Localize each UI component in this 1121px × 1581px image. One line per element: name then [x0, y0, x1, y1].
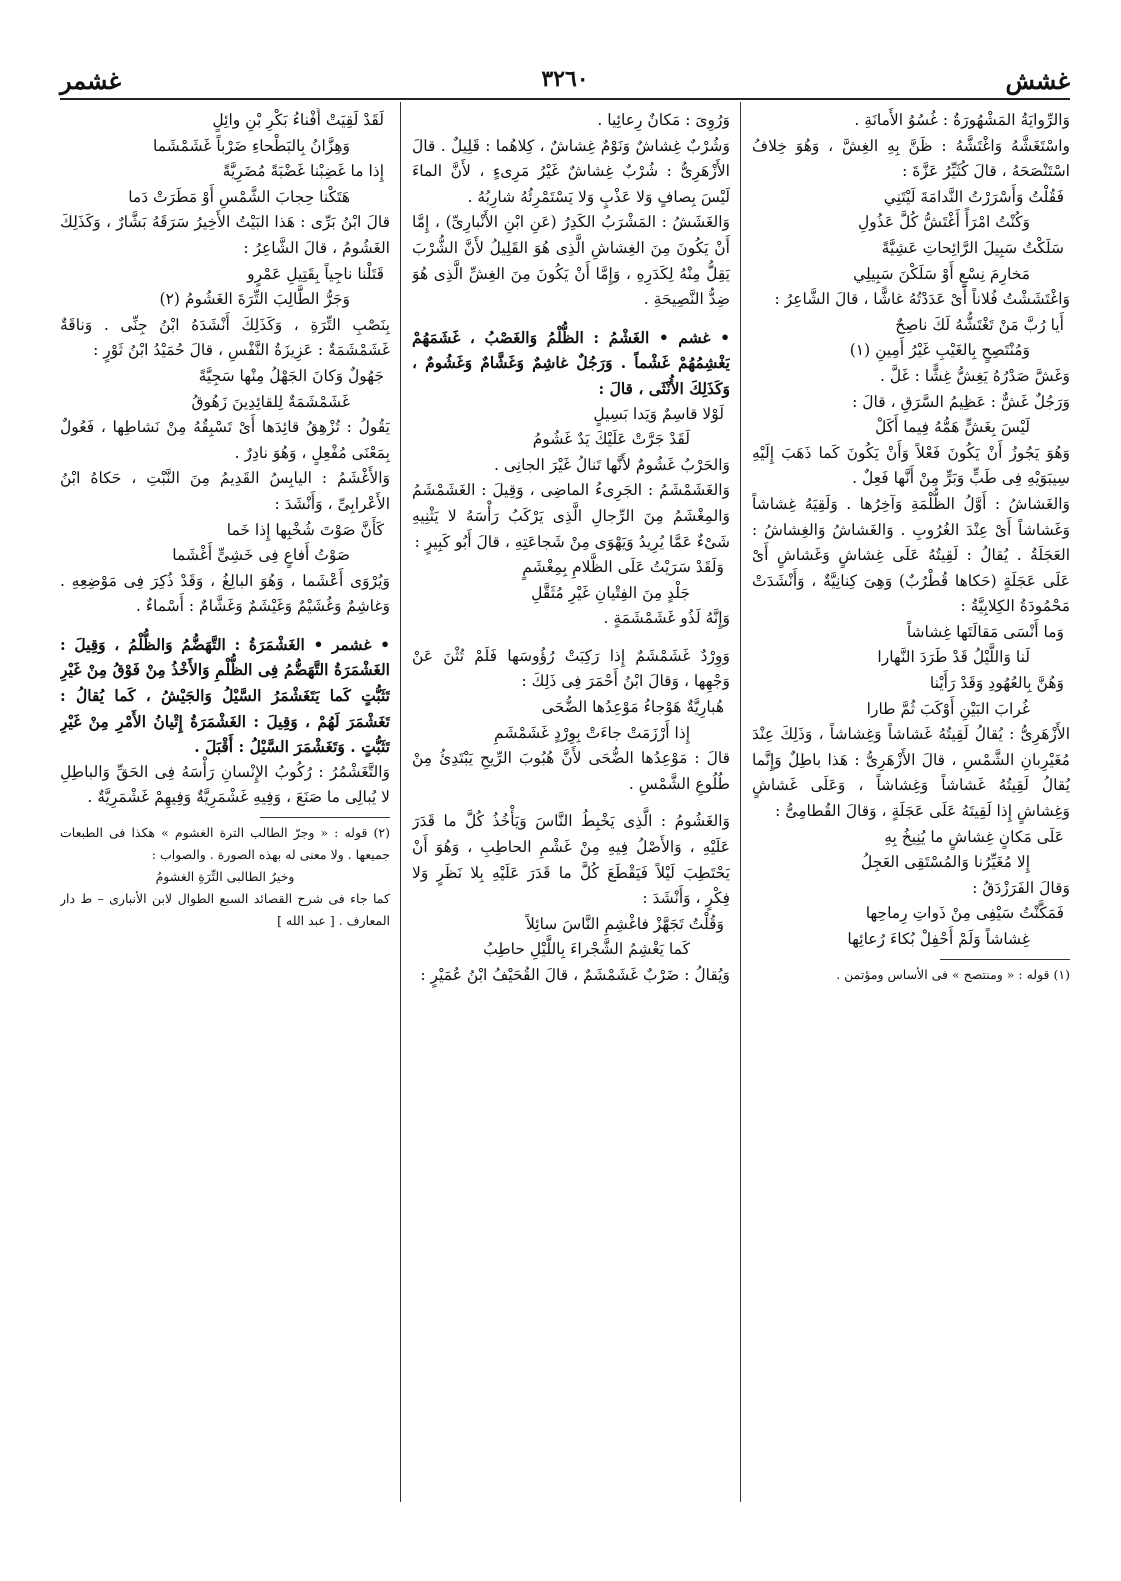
- spacer: [60, 620, 390, 632]
- spacer: [412, 632, 730, 644]
- text-line: وَاغْتَشَشْتُ فُلاناً أَىْ عَدَدْتُهُ غاشًّا ، قالَ الشَّاعِرُ :: [774, 290, 1070, 309]
- text-line: قالَ ابْنُ بَرِّى : هَذا البَيْتُ الأَخِيرُ سَرَقَهُ بَشَّارٌ ، وَكَذَلِكَ الغَشُومُ ، قالَ الشَّاعِرُ :: [60, 213, 390, 257]
- middle-column: [412, 108, 730, 1502]
- footnote-verse: وخيرُ الطالبى التِّرَةِ الغشومُ: [155, 869, 295, 885]
- text-line: وَإِنَّهُ لَذُو غَشَمْشَمَةٍ .: [603, 609, 730, 628]
- verse-line: غِشاشاً وَلَمْ أَحْفِلْ بُكاءَ رُعائِها: [847, 930, 1030, 948]
- verse-line: وَهِزَّانُ بِالبَطْحاءِ ضَرْباً غَشَمْشَما: [152, 136, 350, 155]
- header-rule: [60, 98, 1070, 100]
- verse-line: كَأَنَّ صَوْتَ شُخْبِها إِذا خَما: [226, 520, 384, 539]
- text-line: وَغَشَّ صَدْرُهُ يَغِشُّ غِشًّا : غَلَّ .: [879, 366, 1070, 385]
- verse-line: صَوْتُ أَفاعٍ فِى خَشِىٍّ أَغْشَما: [172, 546, 350, 565]
- header-root-word-left: غشمر: [60, 66, 122, 95]
- footnote-separator: [940, 959, 1070, 960]
- verse-line: جَلْدٍ مِنَ الفِتْيانِ غَيْرِ مُثَقَّلِ: [531, 583, 690, 602]
- footnote-separator: [260, 817, 390, 818]
- verse-line: قَتَلْنا ناجِياً بِقَتِيلِ عَمْرٍو: [247, 264, 384, 283]
- text-line: وَالغَشَمْشَمُ : الجَرِىءُ الماضِى ، وَقِيلَ : الغَشَمْشَمُ وَالمِغْشَمُ مِنَ الرِّجالِ الَّذِى يَرْكَبُ رَأْسَهُ لا يَثْنِيهِ شَىْءٌ عَمَّا يُرِيدُ وَيَهْوَى مِنْ شَجاعَتِهِ ، قالَ أَبُو كَبِيرٍ :: [412, 481, 730, 551]
- text-line: وَشُرْبٌ غِشاشٌ وَنَوْمٌ غِشاشٌ ، كِلاهُما : قَلِيلٌ . قالَ الأَزْهَرِىُّ : شُرْبٌ غِشاشٌ غَيْرُ مَرِىءٍ ، لأَنَّ الماءَ لَيْسَ بِصافٍ وَلا عَذْبٍ وَلا يَسْتَمْرِئُهُ شارِبُهُ .: [412, 136, 730, 206]
- text-line: وَيُقالُ : ضَرْبٌ غَشَمْشَمٌ ، قالَ القُحَيْفُ ابْنُ عُمَيْرٍ :: [420, 966, 730, 984]
- header-root-word-right: غشش: [1005, 66, 1070, 95]
- text-line: وَرُوِىَ : مَكانٌ رِعائِيا .: [597, 111, 730, 129]
- footnote: (١) قوله : « ومنتصح » فى الأساس ومؤتمن .: [836, 966, 1070, 982]
- footnote: كما جاء فى شرح القصائد السبع الطوال لابن الأنبارى – ط دار المعارف . [ عبد الله ]: [60, 891, 390, 929]
- verse-line: لَقَدْ جَرَّتْ عَلَيْكَ يَدٌ غَشُومُ: [532, 430, 690, 449]
- text-line: وَالتَّغَشْمُرُ : رُكُوبُ الإِنْسانِ رَأْسَهُ فِى الحَقِّ وَالباطِلِ لا يُبالِى ما صَنَعَ ، وَفِيهِ غَشْمَرِيَّةٌ وَفِيهِمْ غَشْمَرِيَّةٌ .: [60, 762, 390, 807]
- verse-line: هَتَكْنا حِجابَ الشَّمْسِ أَوْ مَطَرَتْ دَما: [128, 187, 350, 206]
- text-line: وَوِرْدٌ غَشَمْشَمٌ إِذا رَكِبَتْ رُؤُوسَها فَلَمْ تُثْنَ عَنْ وَجْهِها ، وَقالَ ابْنُ أَحْمَرَ فِى ذَلِكَ :: [412, 646, 730, 691]
- verse-line: غَشَمْشَمَةٌ لِلقائِدِينَ زَهُوقُ: [191, 392, 350, 411]
- column-divider: [400, 102, 401, 1502]
- verse-line: كَما يَغْشِمُ الشَّجْراءَ بِاللَّيْلِ حاطِبُ: [483, 940, 690, 959]
- spacer: [412, 797, 730, 809]
- verse-line: وَقُلْتُ تَجَهَّزْ فاغْشِمِ النَّاسَ سائِلاً: [526, 914, 724, 933]
- dictionary-page: [60, 62, 1070, 1502]
- verse-line: هُبارِيَّةٌ هَوْجاءُ مَوْعِدُها الضُّحَى: [541, 698, 724, 717]
- page-number: ٣٢٦٠: [541, 66, 589, 92]
- text-line: وَالحَرْبُ غَشُومٌ لأَنَّها تَنالُ غَيْرَ الجانِى .: [493, 455, 730, 474]
- verse-line: وَهُنَّ بِالعُهُودِ وَقَدْ رَأَيْنا: [929, 674, 1064, 693]
- right-column: [752, 108, 1070, 1502]
- verse-line: فَقُلْتُ وَأَسْرَرْتُ النَّدامَةَ لَيْتَنِي: [883, 187, 1064, 206]
- text-line: وَالغَشاشُ : أَوَّلُ الظُّلْمَةِ وَآخِرُها . وَلَقِيَهُ غِشاشاً وَغَشاشاً أَىْ عِنْدَ الغُرُوبِ . وَالغَشاشُ وَالغِشاشُ : العَجَلَةُ . يُقالُ : لَقِيتُهُ عَلَى غِشاشٍ وَغَشاشٍ أَىْ عَلَى عَجَلَةٍ (حَكاها قُطْرُبٌ) وَهِىَ كِنانِيَّةٌ ، وَأَنْشَدَتْ مَحْمُودَةُ الكِلابِيَّةُ :: [752, 494, 1070, 616]
- text-line: وَالرِّوايَةُ المَشْهُورَةُ : غُسُوُ الأَمانَةِ .: [854, 111, 1070, 129]
- entry-heading-ghashm: • غشم • الغَشْمُ : الظُّلْمُ وَالغَصْبُ ، غَشَمَهُمْ يَغْشِمُهُمْ غَشْماً . وَرَجُلٌ غاشِمٌ وَغَشَّامٌ وَغَشُومٌ ، وَكَذَلِكَ الأُنْثَى ، قالَ :: [412, 327, 730, 398]
- verse-line: لَوْلا قاسِمٌ وَيَدا بَسِيلٍ: [593, 404, 724, 423]
- verse-line: لَنا وَاللَّيْلُ قَدْ طَرَدَ النَّهارا: [877, 648, 1030, 667]
- verse-line: إِلا مُغَيِّرُنا وَالمُسْتَقِى العَجِلُ: [861, 853, 1030, 872]
- column-divider: [740, 102, 741, 1502]
- verse-line: لَقَدْ لَقِيَتْ أَفْناءُ بَكْرِ بْنِ وائِلٍ: [212, 111, 384, 129]
- text-line: وَالأَغْشَمُ : اليابِسُ القَدِيمُ مِنَ النَّبْتِ ، حَكاهُ ابْنُ الأَعْرابِىِّ ، وَأَنْشَدَ :: [60, 469, 390, 513]
- verse-line: سَلَكْتُ سَبِيلَ الرَّائِحاتِ عَشِيَّةً: [881, 238, 1064, 257]
- text-line: وَالغَشَشُ : المَشْرَبُ الكَدِرُ (عَنِ ابْنِ الأَنْبارِىِّ) ، إِمَّا أَنْ يَكُونَ مِنَ الغِشاشِ الَّذِى هُوَ القَلِيلُ لأَنَّ الشُّرْبَ يَقِلُّ مِنْهُ لِكَدَرِهِ ، وَإِمَّا أَنْ يَكُونَ مِنَ الغِشِّ الَّذِى هُوَ ضِدُّ النَّصِيحَةِ .: [412, 213, 730, 309]
- verse-line: وَلَقَدْ سَرَيْتُ عَلَى الظَّلامِ بِمِغْشَمٍ: [522, 558, 724, 577]
- text-line: الأَزْهَرِىُّ : يُقالُ لَقِيتُهُ غَشاشاً وَغِشاشاً ، وَذَلِكَ عِنْدَ مُغَيْرِبانِ الشَّمْسِ ، قالَ الأَزْهَرِىُّ : هَذا باطِلٌ وَإِنَّما يُقالُ لَقِيتُهُ غَشاشاً وَغِشاشاً ، وَعَلَى غَشاشٍ وَغِشاشٍ إِذا لَقِيتَهُ عَلَى عَجَلَةٍ ، وَقالَ القُطامِىُّ :: [752, 725, 1070, 821]
- verse-line: وَمُنْتَصِحٍ بِالغَيْبِ غَيْرُ أَمِينِ (١): [849, 341, 1030, 360]
- text-line: يَقُولُ : تُزْهِقُ قائِدَها أَىْ تَسْبِقُهُ مِنْ نَشاطِها ، فَعُولٌ بِمَعْنَى مُفْعِلٍ ، وَهُوَ نادِرٌ .: [60, 418, 390, 462]
- verse-line: إِذا ما غَضِبْنا غَضْبَةً مُضَرِيَّةً: [222, 162, 384, 181]
- verse-line: وَما أَنْسَى مَقالَتَها غِشاشاً: [906, 622, 1064, 641]
- verse-line: غُرابَ البَيْنِ أَوْكَبَ ثُمَّ طارا: [866, 699, 1030, 718]
- spacer: [412, 313, 730, 325]
- text-line: وَالغَشُومُ : الَّذِى يَخْبِطُ النَّاسَ وَيَأْخُذُ كُلَّ ما قَدَرَ عَلَيْهِ ، وَالأَصْلُ فِيهِ مِنْ غَشْمِ الحاطِبِ ، وَهُوَ أَنْ يَحْتَطِبَ لَيْلاً فَيَقْطَعَ كُلَّ ما قَدَرَ عَلَيْهِ بِلا نَظَرٍ وَلا فِكْرٍ ، وَأَنْشَدَ :: [412, 812, 730, 908]
- footnote: (٢) قوله : « وجرّ الطالب الترة الغشوم » هكذا فى الطبعات جميعها . ولا معنى له بهذه الصورة . والصواب :: [60, 825, 390, 863]
- text-line: وَرَجُلٌ غَشٌّ : عَظِيمُ السَّرَقِ ، قالَ :: [852, 392, 1070, 411]
- verse-line: أَيا رُبَّ مَنْ تَغْتَشُّهُ لَكَ ناصِحٌ: [895, 315, 1064, 334]
- verse-line: مَخارِمَ نِسْعٍ أَوْ سَلَكْنَ سَبِيلِي: [853, 264, 1030, 283]
- text-line: واسْتَغَشَّهُ وَاغْتَشَّهُ : ظَنَّ بِهِ الغِشَّ ، وَهُوَ خِلافُ اسْتَنْصَحَهُ ، قالَ كُثَيِّرُ عَزَّةَ :: [752, 136, 1070, 181]
- verse-line: لَيْسَ بِغَشٍّ هَمُّهُ فِيما أَكَلْ: [874, 418, 1030, 437]
- verse-line: وَكُنْتُ امْرَأً أَغْتَشُّ كُلَّ عَذُولِ: [857, 213, 1030, 232]
- text-line: وَيُرْوَى أَعْشَما ، وَهُوَ البالِغُ ، وَقَدْ ذُكِرَ فِى مَوْضِعِهِ . وَغاشِمٌ وَغُشَيْمٌ وَغَيْشَمٌ وَغَشَّامٌ : أَسْماءٌ .: [60, 571, 390, 616]
- text-line: قالَ : مَوْعِدُها الضُّحَى لأَنَّ هُبُوبَ الرِّيحِ يَبْتَدِئُ مِنْ طُلُوعِ الشَّمْسِ .: [412, 749, 730, 793]
- verse-line: عَلَى مَكانٍ غِشاشٍ ما يُنِيخُ بِهِ: [884, 827, 1064, 846]
- text-line: بِنَصْبِ التِّرَةِ ، وَكَذَلِكَ أَنْشَدَهُ ابْنُ جِنِّى . وَناقَةٌ غَشَمْشَمَةٌ : عَزِيزَةُ النَّفْسِ ، قالَ حُمَيْدُ ابْنُ ثَوْرٍ :: [60, 315, 390, 360]
- page-header: [60, 62, 1070, 102]
- verse-line: جَهُولٌ وَكانَ الجَهْلُ مِنْها سَجِيَّةً: [198, 366, 384, 385]
- verse-line: وَجَرُّ الطَّالِبَ التِّرَةَ الغَشُومُ (٢): [159, 290, 350, 309]
- verse-line: إِذا أَرْزَمَتْ جاءَتْ بِوِرْدٍ غَشَمْشَمِ: [494, 723, 690, 742]
- text-line: وَقالَ الفَرَزْدَقُ :: [972, 878, 1070, 897]
- verse-line: فَمَكَّنْتُ سَيْفِى مِنْ ذَواتِ رِماحِها: [865, 904, 1064, 923]
- text-line: وَهُوَ يَجُوزُ أَنْ يَكُونَ فَعْلاً وَأَنْ يَكُونَ كَما ذَهَبَ إِلَيْهِ سِيبَوَيْهِ فِى طَبٍّ وَبَرٍّ مِنْ أَنَّها فَعِلٌ .: [752, 443, 1070, 488]
- entry-heading-ghashmar: • غشمر • الغَشْمَرَةُ : التَّهَضُّمُ وَالظُّلْمُ ، وَقِيلَ : الغَشْمَرَةُ التَّهَضُّمُ فِى الظُّلْمِ وَالأَخْذُ مِنْ فَوْقُ مِنْ غَيْرِ تَثَبُّتٍ كَما يَتَغَشْمَرُ السَّيْلُ وَالجَيْشُ ، كَما يُقالُ : تَغَشْمَرَ لَهُمْ ، وَقِيلَ : الغَشْمَرَةُ إِتْيانُ الأَمْرِ مِنْ غَيْرِ تَثَبُّتٍ . وَتَغَشْمَرَ السَّيْلُ : أَقْبَلَ .: [60, 634, 390, 757]
- left-column: [60, 108, 390, 1502]
